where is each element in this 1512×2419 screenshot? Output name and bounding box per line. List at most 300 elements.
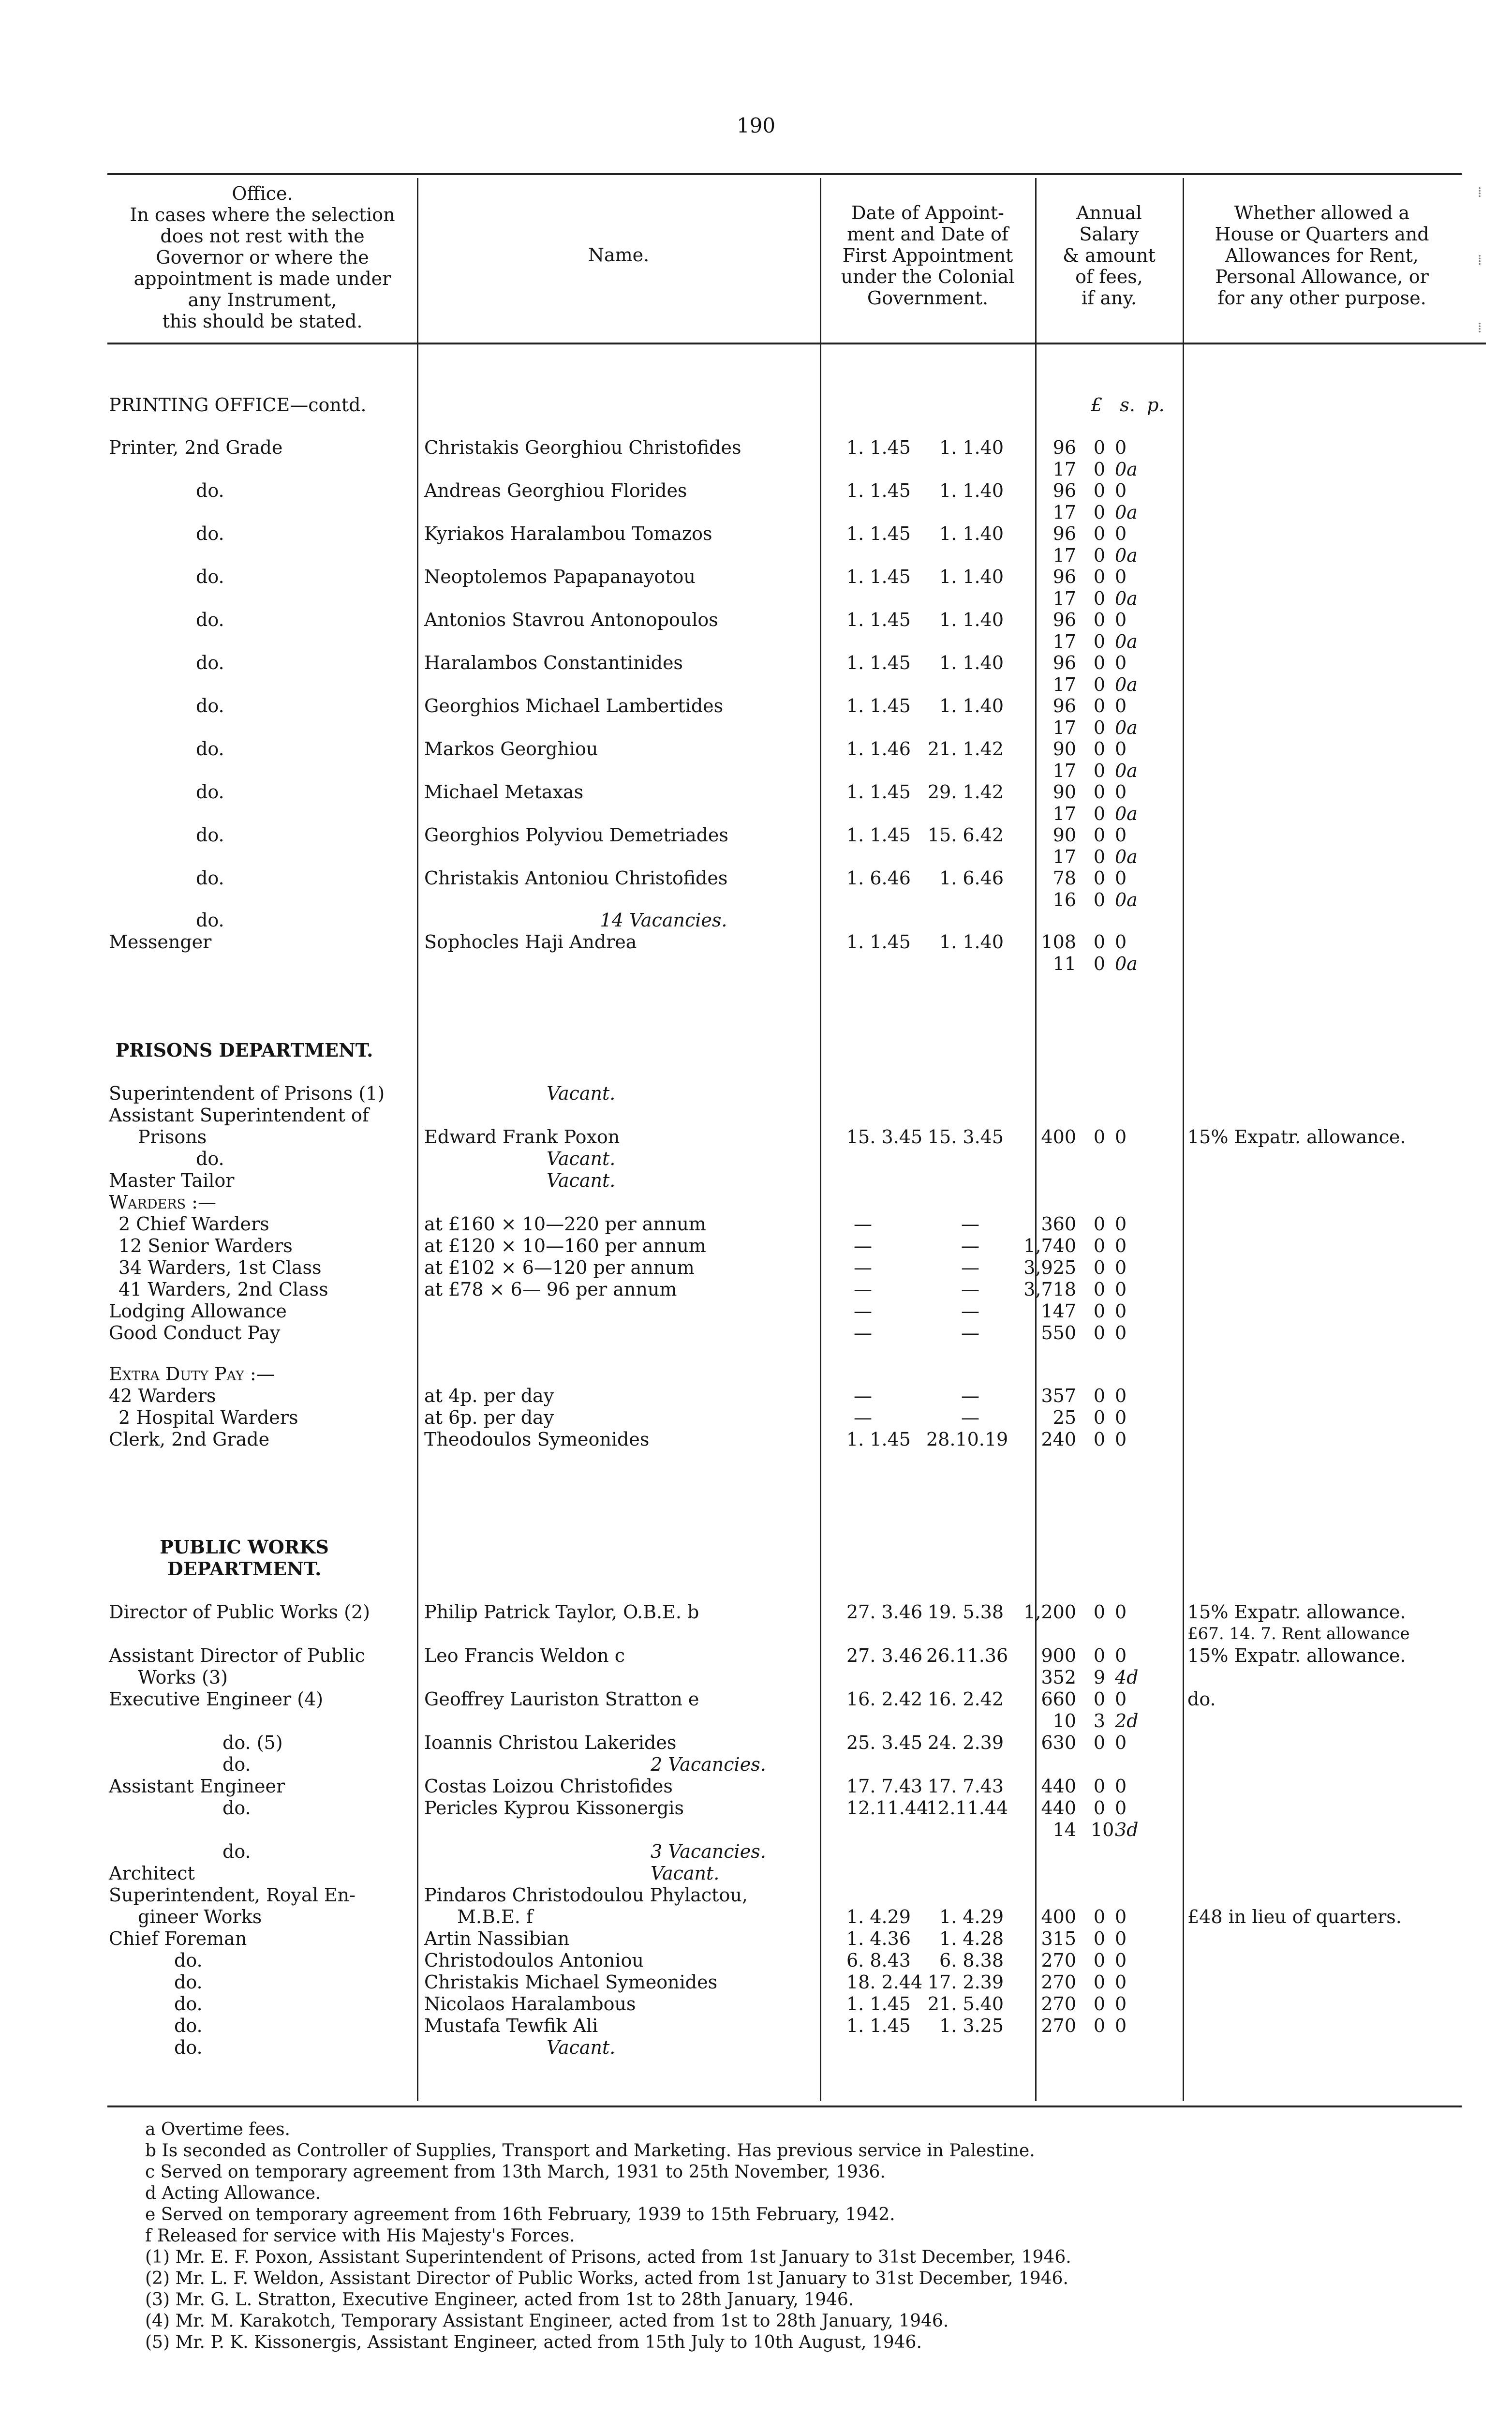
salary-pounds: 1,740: [1023, 1235, 1076, 1256]
office-cell: do.: [174, 1950, 203, 1971]
salary-shillings: 0: [1093, 1688, 1105, 1710]
architect-row: [109, 1863, 1458, 1884]
date-cell: 1. 1.45: [846, 1993, 911, 2015]
salary-shillings: 0: [1093, 652, 1105, 673]
name-cell: Christakis Georghiou Christofides: [424, 437, 741, 458]
date-cell-2: 1. 1.40: [939, 609, 1004, 630]
printing-row-extra: [109, 846, 1458, 868]
salary-shillings: 0: [1093, 953, 1105, 974]
salary-pounds: 90: [1052, 781, 1076, 803]
date-cell-2: 1. 4.28: [939, 1928, 1004, 1949]
salary-shillings: 0: [1093, 1213, 1105, 1235]
printing-row-extra: [109, 760, 1458, 782]
date-cell: 1. 1.45: [846, 609, 911, 630]
name-cell: Michael Metaxas: [424, 781, 584, 803]
date-cell-2: —: [961, 1300, 979, 1322]
date-cell: 1. 1.45: [846, 523, 911, 544]
salary-shillings: 0: [1093, 1429, 1105, 1450]
asst-engineer-2-row-extra: [109, 1819, 1458, 1841]
asst-engineer-vacancy-row: [109, 1841, 1458, 1863]
printing-vacancy-row: [109, 910, 1458, 931]
last-vacancy-row: [109, 2037, 1458, 2059]
salary-pence: 0a: [1115, 588, 1138, 609]
salary-shillings: 0: [1093, 1300, 1105, 1322]
salary-pence: 0: [1115, 1322, 1127, 1344]
table-top-rule: [107, 173, 1462, 175]
salary-pounds: 270: [1041, 1950, 1076, 1971]
date-cell: 1. 1.45: [846, 566, 911, 587]
date-cell-2: 28.10.19: [926, 1429, 1008, 1450]
foreman-row: [109, 1971, 1458, 1993]
asst-director-office-row: [109, 1667, 1458, 1688]
date-cell: 27. 3.46: [846, 1601, 923, 1623]
printing-row-extra: [109, 631, 1458, 653]
director-remark-row: [109, 1623, 1458, 1645]
salary-pounds: 96: [1052, 437, 1076, 458]
salary-shillings: 0: [1093, 695, 1105, 717]
exec-engineer-do-row: [109, 1732, 1458, 1754]
salary-pence: 0a: [1115, 674, 1138, 695]
salary-pounds: 270: [1041, 1971, 1076, 1993]
salary-shillings: 0: [1093, 931, 1105, 953]
date-cell-2: —: [961, 1385, 979, 1406]
date-cell-2: 15. 3.45: [927, 1126, 1004, 1148]
salary-pence: 0: [1115, 609, 1127, 630]
salary-pence: 0: [1115, 1126, 1127, 1148]
salary-shillings: 0: [1093, 631, 1105, 652]
header-office: Office. In cases where the selection does not rest with the Governor or where the appointment is made under any Instrument, this should be stated.: [130, 183, 395, 332]
salary-pounds: 660: [1041, 1688, 1076, 1710]
footnote: c Served on temporary agreement from 13th March, 1931 to 25th November, 1936.: [145, 2162, 886, 2182]
messenger-row-2: [109, 953, 1458, 975]
currency-header: £ s. p.: [1091, 394, 1165, 416]
date-cell: 15. 3.45: [846, 1126, 923, 1148]
office-cell: Superintendent of Prisons (1): [109, 1083, 385, 1104]
salary-pence: 0: [1115, 1385, 1127, 1406]
name-cell: Kyriakos Haralambou Tomazos: [424, 523, 712, 544]
salary-pence: 0: [1115, 1950, 1127, 1971]
salary-pence: 2d: [1115, 1710, 1139, 1732]
name-cell: Philip Patrick Taylor, O.B.E. b: [424, 1601, 699, 1623]
name-cell: Pericles Kyprou Kissonergis: [424, 1797, 684, 1819]
name-cell: Georghios Michael Lambertides: [424, 695, 724, 717]
asst-director-row: [109, 1645, 1458, 1667]
office-cell: do.: [222, 1841, 251, 1862]
name-cell: at 6p. per day: [424, 1407, 554, 1428]
salary-pence: 0: [1115, 480, 1127, 501]
salary-pence: 0: [1115, 695, 1127, 717]
salary-pounds: 3,718: [1023, 1279, 1076, 1300]
remark-cell: £67. 14. 7. Rent allowance: [1187, 1624, 1410, 1643]
salary-shillings: 0: [1093, 1601, 1105, 1623]
office-cell: Lodging Allowance: [109, 1300, 287, 1322]
salary-pence: 0: [1115, 1279, 1127, 1300]
office-cell: Works (3): [138, 1667, 228, 1688]
date-cell: 1. 1.45: [846, 1429, 911, 1450]
office-cell: do.: [174, 1993, 203, 2015]
asst-engineer-row: [109, 1776, 1458, 1797]
printing-row-extra: [109, 459, 1458, 480]
name-cell: Andreas Georghiou Florides: [424, 480, 687, 501]
name-cell: at 4p. per day: [424, 1385, 554, 1406]
office-cell: do.: [196, 609, 224, 630]
salary-shillings: 0: [1093, 846, 1105, 867]
salary-pence: 0: [1115, 1601, 1127, 1623]
salary-shillings: 10: [1091, 1819, 1114, 1840]
salary-pounds: 630: [1041, 1732, 1076, 1753]
salary-pounds: 17: [1052, 588, 1076, 609]
salary-pence: 0a: [1115, 889, 1138, 911]
salary-shillings: 0: [1093, 1971, 1105, 1993]
salary-shillings: 0: [1093, 1950, 1105, 1971]
date-cell-2: 1. 1.40: [939, 931, 1004, 953]
name-cell: Vacant.: [547, 2037, 616, 2058]
date-cell: —: [854, 1407, 872, 1428]
salary-pounds: 96: [1052, 523, 1076, 544]
date-cell: —: [854, 1279, 872, 1300]
date-cell: 1. 1.45: [846, 695, 911, 717]
date-cell: 16. 2.42: [846, 1688, 923, 1710]
salary-shillings: 0: [1093, 1235, 1105, 1256]
salary-pence: 0: [1115, 1928, 1127, 1949]
date-cell-2: 21. 5.40: [927, 1993, 1004, 2015]
salary-pounds: 25: [1052, 1407, 1076, 1428]
extra-duty-title-row: [109, 1363, 1458, 1385]
scan-edge-mark: ⁞: [1478, 252, 1482, 269]
prisons-assistant-row: [109, 1126, 1458, 1148]
salary-pounds: 17: [1052, 459, 1076, 480]
date-cell-2: —: [961, 1279, 979, 1300]
office-cell: Superintendent, Royal En-: [109, 1884, 356, 1906]
salary-pence: 0: [1115, 1407, 1127, 1428]
salary-pounds: 17: [1052, 760, 1076, 781]
salary-shillings: 0: [1093, 760, 1105, 781]
warder-row: [109, 1300, 1458, 1322]
salary-pence: 0: [1115, 2015, 1127, 2036]
salary-pence: 0: [1115, 1300, 1127, 1322]
salary-shillings: 0: [1093, 480, 1105, 501]
office-cell: do.: [196, 480, 224, 501]
date-cell-2: 1. 1.40: [939, 695, 1004, 717]
salary-pounds: 270: [1041, 2015, 1076, 2036]
salary-shillings: 0: [1093, 867, 1105, 889]
printing-row: [109, 695, 1458, 717]
salary-pounds: 16: [1052, 889, 1076, 911]
salary-pence: 0: [1115, 1776, 1127, 1797]
salary-pence: 0: [1115, 1257, 1127, 1278]
name-cell: at £78 × 6— 96 per annum: [424, 1279, 677, 1300]
salary-pounds: 17: [1052, 502, 1076, 523]
office-cell: 34 Warders, 1st Class: [119, 1257, 322, 1278]
salary-pounds: 270: [1041, 1993, 1076, 2015]
footnote: (5) Mr. P. K. Kissonergis, Assistant Engineer, acted from 15th July to 10th August, 1946.: [145, 2332, 922, 2352]
salary-shillings: 0: [1093, 674, 1105, 695]
name-cell: Edward Frank Poxon: [424, 1126, 620, 1148]
salary-shillings: 0: [1093, 803, 1105, 824]
footnote: e Served on temporary agreement from 16th February, 1939 to 15th February, 1942.: [145, 2205, 895, 2225]
salary-pence: 0: [1115, 1732, 1127, 1753]
salary-shillings: 0: [1093, 1928, 1105, 1949]
name-cell: Artin Nassibian: [424, 1928, 570, 1949]
office-cell: Master Tailor: [109, 1170, 235, 1191]
office-cell: do.: [196, 695, 224, 717]
salary-pounds: 440: [1041, 1797, 1076, 1819]
section-public-works-title-2: DEPARTMENT.: [167, 1558, 322, 1580]
salary-pounds: 440: [1041, 1776, 1076, 1797]
footnote: (1) Mr. E. F. Poxon, Assistant Superintendent of Prisons, acted from 1st January to 31st December, 1946.: [145, 2247, 1071, 2267]
date-cell-2: 1. 6.46: [939, 867, 1004, 889]
salary-pence: 3d: [1115, 1819, 1139, 1840]
date-cell-2: 1. 1.40: [939, 523, 1004, 544]
subsection-title: Warders :—: [109, 1192, 216, 1213]
prisons-clerk-row: [109, 1429, 1458, 1450]
salary-pounds: 240: [1041, 1429, 1076, 1450]
salary-pounds: 17: [1052, 846, 1076, 867]
name-cell: Neoptolemos Papapanayotou: [424, 566, 696, 587]
salary-pounds: 96: [1052, 695, 1076, 717]
salary-pounds: 400: [1041, 1906, 1076, 1927]
header-bottom-rule: [107, 343, 1486, 344]
section-prisons-title: PRISONS DEPARTMENT.: [115, 1039, 373, 1061]
office-cell: Assistant Engineer: [109, 1776, 285, 1797]
date-cell: 25. 3.45: [846, 1732, 923, 1753]
date-cell-2: 17. 2.39: [927, 1971, 1004, 1993]
remark-cell: do.: [1187, 1688, 1216, 1710]
salary-pounds: 1,200: [1023, 1601, 1076, 1623]
salary-pence: 0: [1115, 437, 1127, 458]
table-bottom-rule: [107, 2105, 1462, 2107]
office-cell: Prisons: [138, 1126, 207, 1148]
date-cell: 1. 1.45: [846, 931, 911, 953]
salary-pounds: 360: [1041, 1213, 1076, 1235]
salary-pounds: 315: [1041, 1928, 1076, 1949]
salary-shillings: 0: [1093, 459, 1105, 480]
header-name: Name.: [588, 244, 650, 266]
name-cell: Costas Loizou Christofides: [424, 1776, 673, 1797]
footnote: (2) Mr. L. F. Weldon, Assistant Director of Public Works, acted from 1st January to 31st December, 1946.: [145, 2269, 1068, 2288]
salary-shillings: 0: [1093, 545, 1105, 566]
supt-row: [109, 1884, 1458, 1906]
date-cell: —: [854, 1235, 872, 1256]
name-cell: Nicolaos Haralambous: [424, 1993, 636, 2015]
date-cell-2: 17. 7.43: [927, 1776, 1004, 1797]
printing-row: [109, 437, 1458, 459]
salary-pounds: 400: [1041, 1126, 1076, 1148]
date-cell-2: 1. 4.29: [939, 1906, 1004, 1927]
name-cell: M.B.E. f: [457, 1906, 533, 1927]
salary-shillings: 0: [1093, 437, 1105, 458]
office-cell: do.: [196, 566, 224, 587]
foreman-row: [109, 1950, 1458, 1971]
foreman-row: [109, 2015, 1458, 2037]
printing-row: [109, 824, 1458, 846]
scan-edge-mark: ⁞: [1478, 184, 1482, 201]
salary-pence: 0: [1115, 1213, 1127, 1235]
salary-pounds: 96: [1052, 480, 1076, 501]
date-cell-2: —: [961, 1235, 979, 1256]
office-cell: 41 Warders, 2nd Class: [119, 1279, 328, 1300]
date-cell-2: 1. 1.40: [939, 437, 1004, 458]
date-cell: 1. 1.46: [846, 738, 911, 760]
section-public-works-title: PUBLIC WORKS: [160, 1536, 329, 1558]
printing-row: [109, 867, 1458, 889]
salary-pounds: 147: [1041, 1300, 1076, 1322]
office-cell: Assistant Director of Public: [109, 1645, 365, 1666]
date-cell: 1. 1.45: [846, 781, 911, 803]
salary-pounds: 78: [1052, 867, 1076, 889]
subsection-title: Extra Duty Pay :—: [109, 1363, 275, 1385]
date-cell-2: —: [961, 1322, 979, 1344]
date-cell-2: 21. 1.42: [927, 738, 1004, 760]
salary-shillings: 0: [1093, 1279, 1105, 1300]
salary-pence: 0a: [1115, 803, 1138, 824]
salary-shillings: 0: [1093, 1993, 1105, 2015]
date-cell: 27. 3.46: [846, 1645, 923, 1666]
salary-shillings: 0: [1093, 1385, 1105, 1406]
office-cell: do.: [196, 910, 224, 931]
date-cell: 1. 6.46: [846, 867, 911, 889]
office-cell: do. (5): [222, 1732, 283, 1753]
date-cell-2: 1. 3.25: [939, 2015, 1004, 2036]
salary-pence: 0: [1115, 652, 1127, 673]
salary-pence: 0: [1115, 738, 1127, 760]
salary-pounds: 17: [1052, 545, 1076, 566]
date-cell: 1. 1.45: [846, 437, 911, 458]
salary-pence: 0a: [1115, 631, 1138, 652]
salary-pence: 0: [1115, 781, 1127, 803]
salary-pence: 0: [1115, 1906, 1127, 1927]
salary-pence: 0: [1115, 824, 1127, 846]
salary-pence: 0: [1115, 1797, 1127, 1819]
footnote: f Released for service with His Majesty's Forces.: [145, 2226, 575, 2246]
header-allowance: Whether allowed a House or Quarters and Allowances for Rent, Personal Allowance, or for any other purpose.: [1215, 202, 1429, 309]
date-cell-2: 16. 2.42: [927, 1688, 1004, 1710]
name-cell: Geoffrey Lauriston Stratton e: [424, 1688, 699, 1710]
name-cell: Vacant.: [547, 1170, 616, 1191]
salary-pence: 0a: [1115, 545, 1138, 566]
name-cell: at £102 × 6—120 per annum: [424, 1257, 695, 1278]
exec-engineer-row-extra: [109, 1710, 1458, 1732]
salary-shillings: 0: [1093, 1797, 1105, 1819]
scan-edge-mark: ⁞: [1478, 319, 1482, 336]
date-cell-2: —: [961, 1407, 979, 1428]
date-cell-2: 1. 1.40: [939, 566, 1004, 587]
salary-pence: 0: [1115, 1429, 1127, 1450]
salary-shillings: 0: [1093, 1407, 1105, 1428]
date-cell-2: 1. 1.40: [939, 480, 1004, 501]
date-cell-2: 24. 2.39: [927, 1732, 1004, 1753]
date-cell-2: —: [961, 1257, 979, 1278]
name-cell: at £160 × 10—220 per annum: [424, 1213, 706, 1235]
salary-pounds: 90: [1052, 738, 1076, 760]
salary-shillings: 0: [1093, 717, 1105, 738]
office-cell: Executive Engineer (4): [109, 1688, 324, 1710]
salary-pounds: 17: [1052, 631, 1076, 652]
salary-pounds: 352: [1041, 1667, 1076, 1688]
office-cell: do.: [174, 1971, 203, 1993]
salary-pence: 0: [1115, 1235, 1127, 1256]
salary-pence: 0a: [1115, 846, 1138, 867]
name-cell: Christakis Michael Symeonides: [424, 1971, 718, 1993]
salary-pounds: 900: [1041, 1645, 1076, 1666]
extra-duty-row: [109, 1385, 1458, 1407]
salary-pounds: 3,925: [1023, 1257, 1076, 1278]
name-cell: Theodoulos Symeonides: [424, 1429, 650, 1450]
printing-row-extra: [109, 803, 1458, 825]
salary-shillings: 0: [1093, 1732, 1105, 1753]
office-cell: Architect: [109, 1863, 195, 1884]
foreman-row: [109, 1928, 1458, 1950]
office-cell: do.: [222, 1797, 251, 1819]
name-cell: 2 Vacancies.: [651, 1754, 766, 1775]
section-printing-title: PRINTING OFFICE—contd.: [109, 394, 367, 416]
salary-pence: 0a: [1115, 953, 1138, 974]
foreman-row: [109, 1993, 1458, 2015]
date-cell-2: 19. 5.38: [927, 1601, 1004, 1623]
messenger-row: [109, 931, 1458, 953]
salary-shillings: 0: [1093, 889, 1105, 911]
exec-engineer-row: [109, 1688, 1458, 1710]
remark-cell: 15% Expatr. allowance.: [1187, 1601, 1406, 1623]
salary-shillings: 0: [1093, 1257, 1105, 1278]
printing-row-extra: [109, 545, 1458, 567]
salary-pence: 0a: [1115, 717, 1138, 738]
name-cell: Mustafa Tewfik Ali: [424, 2015, 598, 2036]
salary-shillings: 0: [1093, 609, 1105, 630]
date-cell-2: 12.11.44: [926, 1797, 1008, 1819]
footnote: (4) Mr. M. Karakotch, Temporary Assistant Engineer, acted from 1st to 28th January, 1946.: [145, 2311, 949, 2331]
date-cell: 1. 4.36: [846, 1928, 911, 1949]
salary-shillings: 0: [1093, 824, 1105, 846]
name-cell: Haralambos Constantinides: [424, 652, 683, 673]
salary-shillings: 0: [1093, 502, 1105, 523]
name-cell: Christodoulos Antoniou: [424, 1950, 644, 1971]
salary-pounds: 96: [1052, 566, 1076, 587]
salary-shillings: 3: [1093, 1710, 1105, 1732]
name-cell: Vacant.: [547, 1083, 616, 1104]
office-cell: 2 Hospital Warders: [119, 1407, 298, 1428]
printing-row: [109, 609, 1458, 631]
office-cell: do.: [196, 1148, 224, 1169]
name-cell: Christakis Antoniou Christofides: [424, 867, 728, 889]
header-date: Date of Appoint- ment and Date of First Appointment under the Colonial Government.: [841, 202, 1015, 309]
date-cell-2: 15. 6.42: [927, 824, 1004, 846]
name-cell: Vacant.: [547, 1148, 616, 1169]
supt-row-2: [109, 1906, 1458, 1928]
printing-row-extra: [109, 889, 1458, 911]
salary-pence: 0: [1115, 523, 1127, 544]
salary-pounds: 14: [1052, 1819, 1076, 1840]
date-cell: —: [854, 1213, 872, 1235]
salary-pence: 0a: [1115, 760, 1138, 781]
salary-pounds: 550: [1041, 1322, 1076, 1344]
date-cell: 18. 2.44: [846, 1971, 923, 1993]
date-cell: 1. 1.45: [846, 2015, 911, 2036]
remark-cell: £48 in lieu of quarters.: [1187, 1906, 1402, 1927]
name-cell: Sophocles Haji Andrea: [424, 931, 637, 953]
prisons-assistant-do-row: [109, 1148, 1458, 1170]
salary-pounds: 108: [1041, 931, 1076, 953]
warder-row: [109, 1279, 1458, 1300]
footnote: d Acting Allowance.: [145, 2183, 321, 2203]
prisons-superintendent-row: [109, 1083, 1458, 1105]
date-cell: 1. 4.29: [846, 1906, 911, 1927]
director-row: [109, 1601, 1458, 1623]
name-cell: Ioannis Christou Lakerides: [424, 1732, 677, 1753]
date-cell: —: [854, 1300, 872, 1322]
date-cell: 1. 1.45: [846, 824, 911, 846]
salary-shillings: 0: [1093, 1906, 1105, 1927]
